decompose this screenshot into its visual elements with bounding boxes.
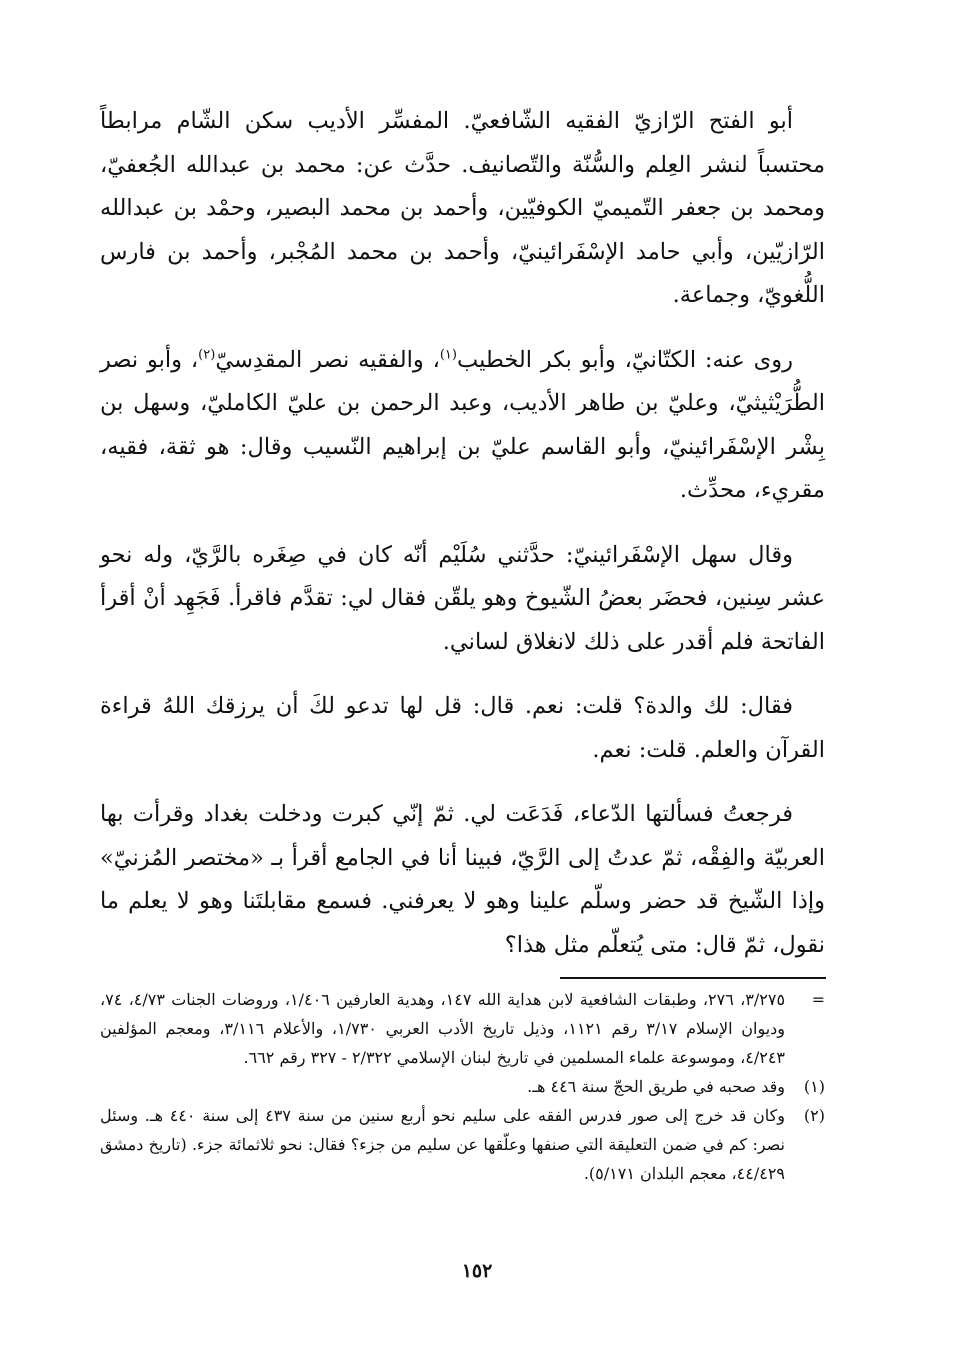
footnote	[100, 1072, 825, 1101]
paragraph: فقال: لك والدة؟ قلت: نعم. قال: قل لها تدعو لكَ أن يرزقك اللهُ قراءة القرآن والعلم. قلت: نعم.	[100, 693, 825, 763]
paragraph-text: ، وأبو نصر الطُّرَيْثيثيّ، وعليّ بن طاهر الأديب، وعبد الرحمن بن عليّ الكامليّ، وسهل بن بِشْر الإسْفَرائينيّ، وأبو القاسم عليّ بن إبراهيم النّسيب وقال: هو ثقة، فقيه، مقريء، محدِّث.	[100, 346, 825, 503]
footnote-marker: (١)	[803, 1077, 825, 1096]
footnote-text: ٣/٢٧٥، ٢٧٦، وطبقات الشافعية لابن هداية الله ١٤٧، وهدية العارفين ١/٤٠٦، وروضات الجنات ٤/٧٣، ٧٤، وديوان الإسلام ٣/١٧ رقم ١١٢١، وذيل تاريخ الأدب العربي ١/٧٣٠، والأعلام ٣/١١٦، ومعجم المؤلفين ٤/٢٤٣، وموسوعة علماء المسلمين في تاريخ لبنان الإسلامي ٢/٣٢٢ - ٣٢٧ رقم ٦٦٢.	[100, 990, 786, 1067]
main-text	[100, 100, 825, 988]
footnote-reference[interactable]: (٢)	[198, 347, 216, 362]
footnote-marker: =	[811, 990, 825, 1009]
footnote	[100, 985, 825, 1072]
footnotes	[100, 985, 825, 1188]
footnote-marker: (٢)	[803, 1106, 825, 1125]
paragraph	[100, 339, 825, 513]
page-number: ١٥٢	[461, 1260, 493, 1282]
footnote-reference[interactable]: (١)	[439, 347, 457, 362]
footnote	[100, 1101, 825, 1188]
paragraph-text: روى عنه: الكتّانيّ، وأبو بكر الخطيب	[456, 346, 793, 373]
paragraph: فرجعتُ فسألتها الدّعاء، فَدَعَت لي. ثمّ إنّي كبرت ودخلت بغداد وقرأت بها العربيّة والفِقْه، ثمّ عدتُ إلى الرَّيّ، فبينا أنا في الجامع أقرأ بـ «مختصر المُزنيّ» وإذا الشّيخ قد حضر وسلّم علينا وهو لا يعرفني. فسمع مقابلتَنا وهو لا يعلم ما نقول، ثمّ قال: متى يُتعلّم مثل هذا؟	[100, 801, 825, 958]
footnote-text: وكان قد خرج إلى صور فدرس الفقه على سليم نحو أربع سنين من سنة ٤٣٧ إلى سنة ٤٤٠ هـ. وسئل نصر: كم في ضمن التعليقة التي صنفها وعلّقها عن سليم من جزء؟ فقال: نحو ثلاثمائة جزء. (تاريخ دمشق ٤٤/٤٢٩، معجم البلدان ٥/١٧١).	[100, 1106, 785, 1183]
footnote-text: وقد صحبه في طريق الحجّ سنة ٤٤٦ هـ.	[527, 1077, 785, 1096]
footnote-separator	[560, 977, 826, 979]
paragraph-text: ، والفقيه نصر المقدِسيّ	[215, 346, 440, 373]
paragraph: وقال سهل الإسْفَرائينيّ: حدَّثني سُلَيْم أنّه كان في صِغَره بالرَّيّ، وله نحو عشر سِنين، فحضَر بعضُ الشّيوخ وهو يلقّن فقال لي: تقدَّم فاقرأ. فَجَهِد أنْ أقرأ الفاتحة فلم أقدر على ذلك لانغلاق لساني.	[100, 541, 825, 655]
paragraph: أبو الفتح الرّازيّ الفقيه الشّافعيّ. المفسِّر الأديب سكن الشّام مرابطاً محتسباً لنشر العِلم والسُّنّة والتّصانيف. حدَّث عن: محمد بن عبدالله الجُعفيّ، ومحمد بن جعفر التّميميّ الكوفيّين، وأحمد بن محمد البصير، وحمْد بن عبدالله الرّازيّين، وأبي حامد الإسْفَرائينيّ، وأحمد بن محمد المُجْبر، وأحمد بن فارس اللُّغويّ، وجماعة.	[100, 108, 825, 308]
